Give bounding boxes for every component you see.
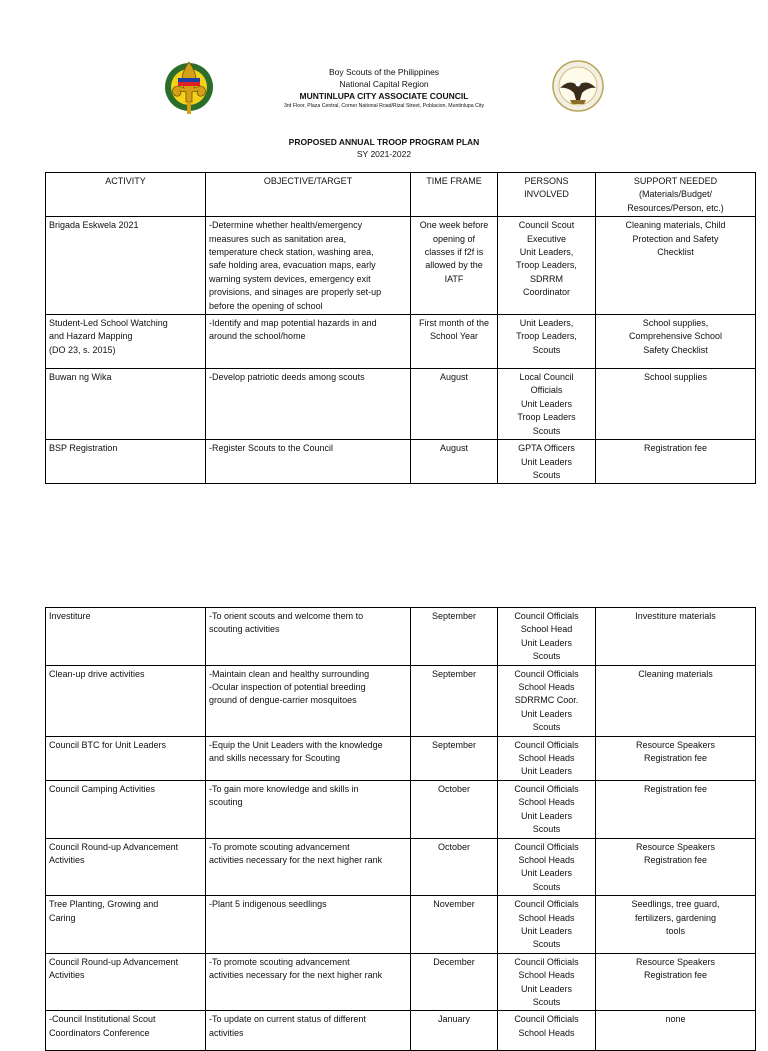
cell-text: allowed by the <box>425 260 483 271</box>
persons-cell <box>498 440 596 484</box>
cell-text: Council Officials <box>514 956 579 967</box>
cell-text: Resource Speakers <box>635 739 716 750</box>
cell-text: Scouts <box>532 939 561 950</box>
activity-cell <box>46 369 206 440</box>
cell-text: Scouts <box>532 996 561 1007</box>
cell-text: (Materials/Budget/ <box>638 189 713 200</box>
cell-text: January <box>437 1014 471 1025</box>
cell-text: September <box>431 739 477 750</box>
cell-text: -To update on current status of different <box>209 1014 366 1025</box>
program-table-page-2 <box>45 607 756 1051</box>
table-row <box>46 608 756 666</box>
support-cell <box>596 838 756 896</box>
cell-text: Tree Planting, Growing and <box>49 899 159 910</box>
time-frame-cell <box>411 369 498 440</box>
school-year: SY 2021-2022 <box>356 149 412 159</box>
table-row <box>46 736 756 780</box>
persons-cell <box>498 953 596 1011</box>
support-cell <box>596 736 756 780</box>
objective-cell <box>206 1011 411 1051</box>
objective-cell <box>206 780 411 838</box>
plan-title: PROPOSED ANNUAL TROOP PROGRAM PLAN <box>288 137 480 147</box>
time-frame-cell <box>411 315 498 369</box>
cell-text: Comprehensive School <box>628 331 723 342</box>
cell-text: Officials <box>530 385 563 396</box>
support-cell <box>596 440 756 484</box>
cell-text: around the school/home <box>209 331 306 342</box>
persons-cell <box>498 780 596 838</box>
cell-text: -To promote scouting advancement <box>209 956 350 967</box>
time-frame-header <box>411 173 498 217</box>
support-cell <box>596 369 756 440</box>
activity-cell <box>46 780 206 838</box>
objective-cell <box>206 665 411 736</box>
table-row <box>46 315 756 369</box>
cell-text: August <box>439 443 469 454</box>
council-seal <box>552 60 604 112</box>
persons-cell <box>498 315 596 369</box>
cell-text: Troop Leaders, <box>516 260 577 271</box>
cell-text: Scouts <box>532 651 561 662</box>
support-needed-header <box>596 173 756 217</box>
cell-text: Resources/Person, etc.) <box>627 202 724 213</box>
cell-text: Coordinators Conference <box>49 1027 150 1038</box>
cell-text: School Head <box>520 624 573 635</box>
council-address: 3rd Floor, Plaza Central, Corner National Road/Rizal Street, Poblacion, Muntinlupa City <box>283 103 485 109</box>
cell-text: School Heads <box>518 854 575 865</box>
cell-text: Unit Leaders <box>520 810 573 821</box>
cell-text: Executive <box>526 233 567 244</box>
cell-text: (DO 23, s. 2015) <box>49 344 116 355</box>
cell-text: -Determine whether health/emergency <box>209 220 363 231</box>
activity-cell <box>46 217 206 315</box>
cell-text: and Hazard Mapping <box>49 331 133 342</box>
cell-text: Council Officials <box>514 1014 579 1025</box>
activity-cell <box>46 736 206 780</box>
cell-text: Investiture <box>49 611 91 621</box>
cell-text: tools <box>665 925 685 936</box>
cell-text: Investiture materials <box>635 611 716 621</box>
cell-text: TIME FRAME <box>426 176 482 186</box>
cell-text: -Register Scouts to the Council <box>209 443 334 454</box>
cell-text: Buwan ng Wika <box>49 372 112 383</box>
cell-text: Registration fee <box>643 970 708 981</box>
time-frame-cell <box>411 838 498 896</box>
table-row <box>46 838 756 896</box>
support-cell <box>596 896 756 954</box>
cell-text: Scouts <box>532 425 561 436</box>
cell-text: Unit Leaders <box>520 637 573 648</box>
cell-text: Resource Speakers <box>635 956 716 967</box>
cell-text: -Council Institutional Scout <box>49 1014 156 1025</box>
support-cell <box>596 780 756 838</box>
cell-text: -To orient scouts and welcome them to <box>209 611 364 621</box>
region-name: National Capital Region <box>339 79 429 89</box>
cell-text: IATF <box>444 273 464 284</box>
cell-text: School Heads <box>518 753 575 764</box>
cell-text: -Ocular inspection of potential breeding <box>209 682 366 693</box>
objective-cell <box>206 736 411 780</box>
cell-text: Council BTC for Unit Leaders <box>49 739 167 750</box>
cell-text: activities <box>209 1027 244 1038</box>
cell-text: OBJECTIVE/TARGET <box>263 176 353 186</box>
persons-cell <box>498 217 596 315</box>
persons-cell <box>498 896 596 954</box>
activity-cell <box>46 953 206 1011</box>
cell-text: Unit Leaders <box>520 983 573 994</box>
cell-text: Unit Leaders, <box>519 318 574 329</box>
table-row <box>46 1011 756 1051</box>
support-cell <box>596 1011 756 1051</box>
cell-text: Council Round-up Advancement <box>49 956 179 967</box>
time-frame-cell <box>411 440 498 484</box>
support-cell <box>596 665 756 736</box>
cell-text: activities necessary for the next higher rank <box>209 970 383 981</box>
cell-text: Protection and Safety <box>632 233 719 244</box>
cell-text: Scouts <box>532 881 561 892</box>
cell-text: scouting <box>209 797 243 808</box>
table-row <box>46 369 756 440</box>
objective-cell <box>206 369 411 440</box>
table-row <box>46 953 756 1011</box>
cell-text: School supplies <box>643 372 708 383</box>
cell-text: November <box>433 899 475 910</box>
cell-text: September <box>431 668 477 679</box>
activity-header <box>46 173 206 217</box>
persons-cell <box>498 838 596 896</box>
cell-text: -Plant 5 indigenous seedlings <box>209 899 327 910</box>
cell-text: Council Officials <box>514 841 579 852</box>
cell-text: none <box>665 1014 686 1025</box>
cell-text: BSP Registration <box>49 443 118 454</box>
time-frame-cell <box>411 217 498 315</box>
cell-text: Cleaning materials, Child <box>625 220 726 231</box>
support-cell <box>596 217 756 315</box>
time-frame-cell <box>411 1011 498 1051</box>
cell-text: Seedlings, tree guard, <box>631 899 720 910</box>
cell-text: Council Officials <box>514 611 579 621</box>
cell-text: Unit Leaders <box>520 456 573 467</box>
cell-text: INVOLVED <box>524 189 569 200</box>
cell-text: School supplies, <box>642 318 709 329</box>
time-frame-cell <box>411 896 498 954</box>
cell-text: School Heads <box>518 1027 575 1038</box>
cell-text: before the opening of school <box>209 300 323 311</box>
objective-header <box>206 173 411 217</box>
cell-text: Unit Leaders <box>520 868 573 879</box>
cell-text: August <box>439 372 469 383</box>
cell-text: GPTA Officers <box>518 443 575 454</box>
cell-text: School Heads <box>518 970 575 981</box>
cell-text: Unit Leaders <box>520 398 573 409</box>
cell-text: Registration fee <box>643 783 708 794</box>
cell-text: Student-Led School Watching <box>49 318 168 329</box>
activity-cell <box>46 608 206 666</box>
cell-text: Troop Leaders, <box>516 331 577 342</box>
cell-text: Cleaning materials <box>638 668 713 679</box>
activity-cell <box>46 665 206 736</box>
cell-text: SUPPORT NEEDED <box>633 176 718 186</box>
cell-text: Troop Leaders <box>517 412 576 423</box>
table-row <box>46 665 756 736</box>
council-name: MUNTINLUPA CITY ASSOCIATE COUNCIL <box>299 91 469 101</box>
objective-cell <box>206 838 411 896</box>
cell-text: Council Officials <box>514 899 579 910</box>
cell-text: -To gain more knowledge and skills in <box>209 783 359 794</box>
cell-text: ground of dengue-carrier mosquitoes <box>209 695 357 706</box>
cell-text: Council Camping Activities <box>49 783 156 794</box>
cell-text: provisions, and sinages are properly set-up <box>209 287 382 298</box>
cell-text: Council Officials <box>514 739 579 750</box>
time-frame-cell <box>411 736 498 780</box>
cell-text: Scouts <box>532 722 561 733</box>
cell-text: ACTIVITY <box>105 176 146 186</box>
persons-cell <box>498 736 596 780</box>
cell-text: fertilizers, gardening <box>634 912 717 923</box>
support-cell <box>596 315 756 369</box>
letterhead <box>0 66 768 110</box>
time-frame-cell <box>411 608 498 666</box>
cell-text: Council Round-up Advancement <box>49 841 179 852</box>
header-row <box>46 173 756 217</box>
cell-text: School Heads <box>518 682 575 693</box>
objective-cell <box>206 315 411 369</box>
cell-text: School Heads <box>518 912 575 923</box>
cell-text: Coordinator <box>522 287 571 298</box>
cell-text: Brigada Eskwela 2021 <box>49 220 139 231</box>
activity-cell <box>46 838 206 896</box>
cell-text: Registration fee <box>643 854 708 865</box>
cell-text: opening of <box>432 233 476 244</box>
cell-text: Safety Checklist <box>643 344 708 355</box>
time-frame-cell <box>411 780 498 838</box>
cell-text: Activities <box>49 854 85 865</box>
activity-cell <box>46 896 206 954</box>
table-row <box>46 780 756 838</box>
activity-cell <box>46 1011 206 1051</box>
cell-text: Scouts <box>532 469 561 480</box>
org-name: Boy Scouts of the Philippines <box>328 67 440 77</box>
objective-cell <box>206 440 411 484</box>
support-cell <box>596 953 756 1011</box>
cell-text: -Maintain clean and healthy surrounding <box>209 668 370 679</box>
cell-text: Unit Leaders <box>520 708 573 719</box>
time-frame-cell <box>411 953 498 1011</box>
cell-text: -To promote scouting advancement <box>209 841 350 852</box>
objective-cell <box>206 608 411 666</box>
cell-text: scouting activities <box>209 624 280 635</box>
objective-cell <box>206 217 411 315</box>
cell-text: activities necessary for the next higher rank <box>209 854 383 865</box>
objective-cell <box>206 953 411 1011</box>
cell-text: First month of the <box>418 318 490 329</box>
persons-cell <box>498 665 596 736</box>
objective-cell <box>206 896 411 954</box>
support-cell <box>596 608 756 666</box>
cell-text: December <box>433 956 475 967</box>
cell-text: September <box>431 611 477 621</box>
cell-text: Registration fee <box>643 753 708 764</box>
cell-text: warning system devices, emergency exit <box>209 273 371 284</box>
cell-text: Local Council <box>519 372 574 383</box>
cell-text: October <box>437 841 470 852</box>
cell-text: SDRRM <box>530 273 563 284</box>
cell-text: School Year <box>429 331 479 342</box>
table-row <box>46 896 756 954</box>
document-title <box>0 136 768 160</box>
cell-text: Scouts <box>532 344 561 355</box>
cell-text: Council Officials <box>514 783 579 794</box>
cell-text: One week before <box>419 220 489 231</box>
cell-text: Checklist <box>657 247 694 258</box>
cell-text: Council Officials <box>514 668 579 679</box>
persons-cell <box>498 1011 596 1051</box>
cell-text: SDRRMC Coor. <box>514 695 579 706</box>
cell-text: Council Scout <box>518 220 575 231</box>
time-frame-cell <box>411 665 498 736</box>
cell-text: Activities <box>49 970 85 981</box>
activity-cell <box>46 315 206 369</box>
cell-text: Unit Leaders, <box>519 247 574 258</box>
program-table-page-1 <box>45 172 756 484</box>
cell-text: Caring <box>49 912 76 923</box>
cell-text: temperature check station, washing area, <box>209 247 374 258</box>
cell-text: -Identify and map potential hazards in and <box>209 318 377 329</box>
cell-text: Scouts <box>532 824 561 835</box>
table-row <box>46 440 756 484</box>
cell-text: Registration fee <box>643 443 708 454</box>
cell-text: measures such as sanitation area, <box>209 233 347 244</box>
cell-text: classes if f2f is <box>424 247 484 258</box>
cell-text: -Develop patriotic deeds among scouts <box>209 372 365 383</box>
cell-text: October <box>437 783 470 794</box>
persons-cell <box>498 608 596 666</box>
persons-cell <box>498 369 596 440</box>
table-row <box>46 217 756 315</box>
cell-text: -Equip the Unit Leaders with the knowledge <box>209 739 383 750</box>
cell-text: Clean-up drive activities <box>49 668 145 679</box>
activity-cell <box>46 440 206 484</box>
cell-text: Unit Leaders <box>520 925 573 936</box>
cell-text: School Heads <box>518 797 575 808</box>
cell-text: PERSONS <box>524 176 569 186</box>
cell-text: Resource Speakers <box>635 841 716 852</box>
persons-involved-header <box>498 173 596 217</box>
cell-text: safe holding area, evacuation maps, early <box>209 260 376 271</box>
cell-text: Unit Leaders <box>520 766 573 777</box>
cell-text: and skills necessary for Scouting <box>209 753 341 764</box>
